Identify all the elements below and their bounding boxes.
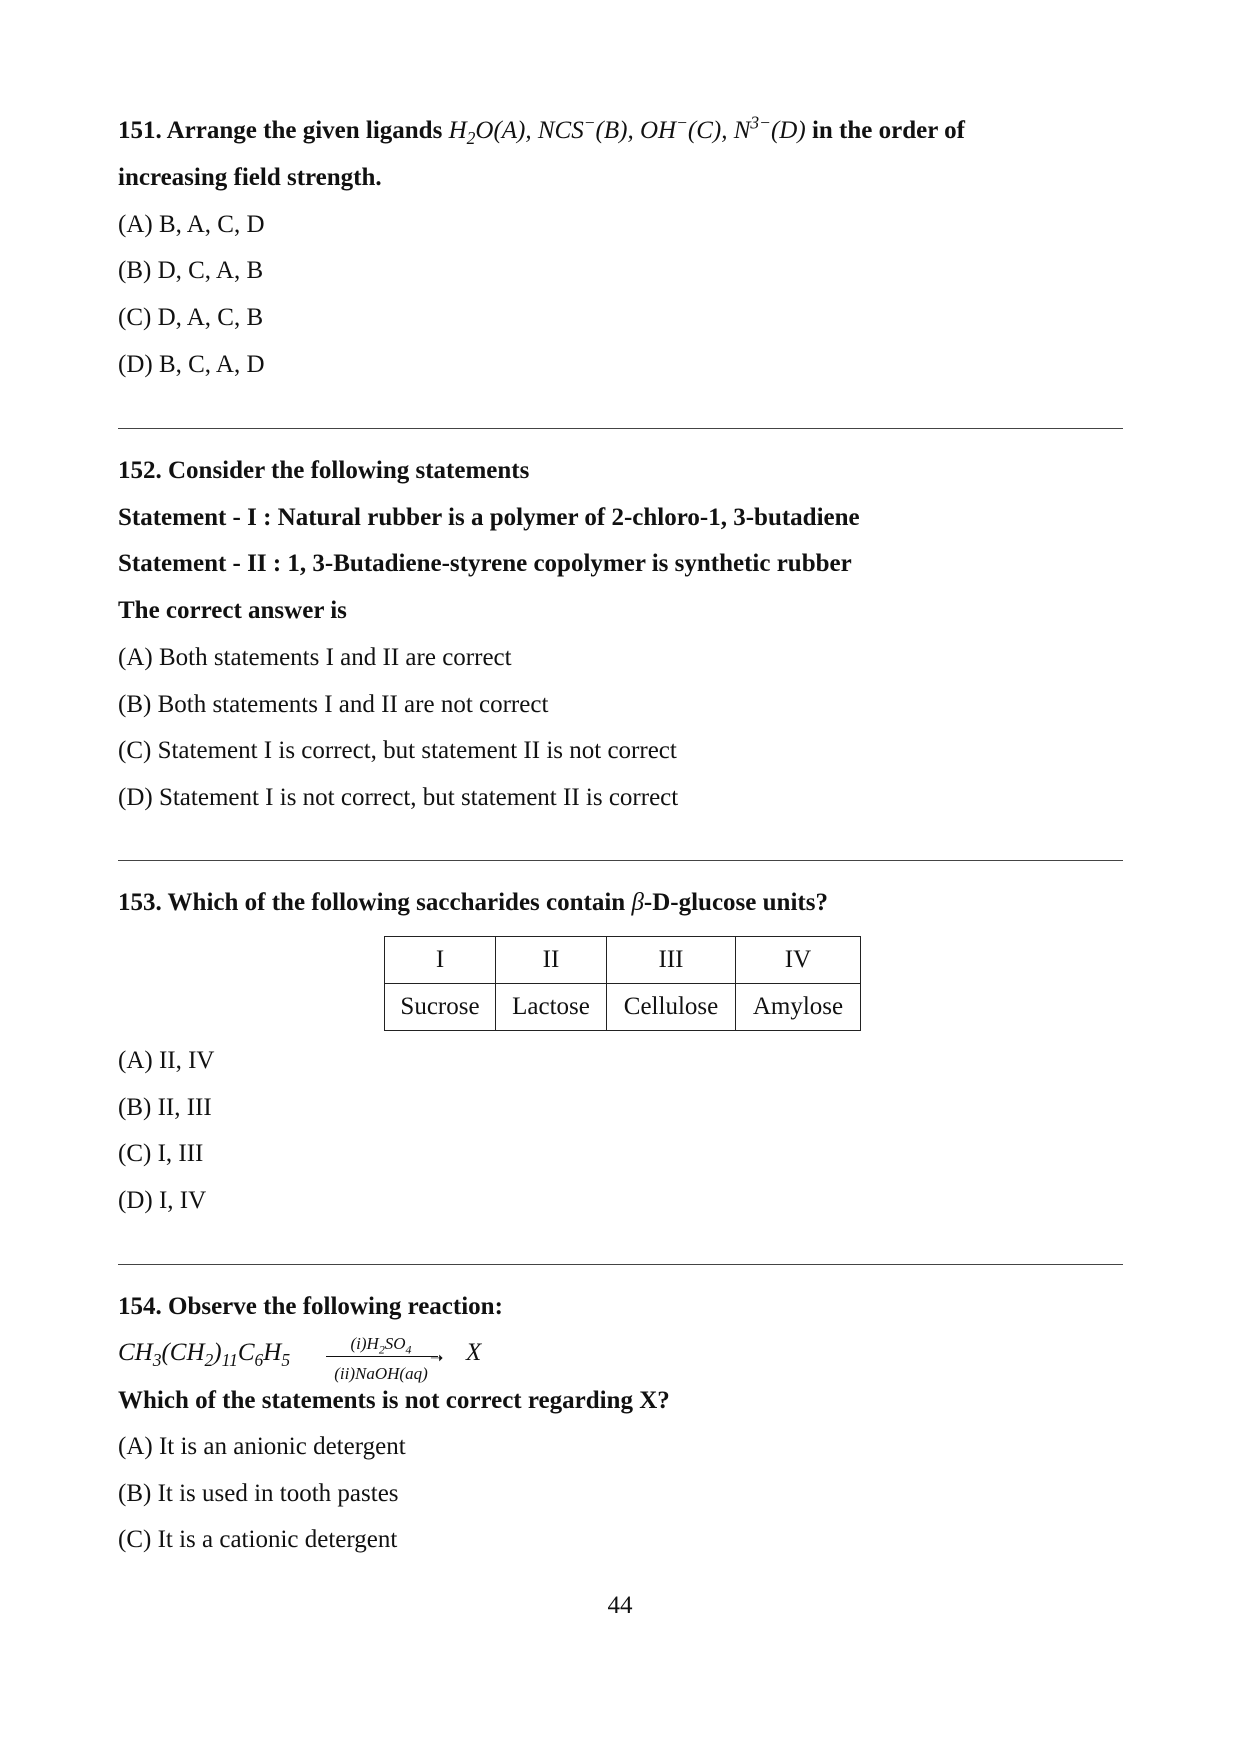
table-header-row bbox=[385, 937, 861, 984]
table-header-cell: III bbox=[607, 937, 736, 984]
q151-option-c: (C) D, A, C, B bbox=[118, 304, 264, 331]
q151-stem-line2: increasing field strength. bbox=[118, 164, 382, 191]
q151-stem bbox=[118, 112, 965, 148]
q151-option-a: (A) B, A, C, D bbox=[118, 211, 265, 238]
q151-option-d: (D) B, C, A, D bbox=[118, 351, 265, 378]
q154-option-a: (A) It is an anionic detergent bbox=[118, 1433, 406, 1460]
q152-option-d: (D) Statement I is not correct, but statement II is correct bbox=[118, 784, 679, 811]
q152-title: 152. Consider the following statements bbox=[118, 457, 530, 484]
q153-option-b: (B) II, III bbox=[118, 1094, 212, 1121]
q151-tail: in the order of bbox=[811, 117, 965, 144]
table-row bbox=[385, 984, 861, 1031]
q151-ligands: $H_2O(A)$, NCS−(B), OH−(C), $N^{3-}(D)$ bbox=[448, 112, 806, 148]
reagent-top: $(i)H_2SO_4$ bbox=[350, 1334, 412, 1357]
table-header-cell: IV bbox=[736, 937, 861, 984]
q152-statement-2: Statement - II : 1, 3-Butadiene-styrene copolymer is synthetic rubber bbox=[118, 550, 852, 577]
q154-prompt: Which of the statements is not correct regarding X? bbox=[118, 1387, 670, 1414]
q152-option-b: (B) Both statements I and II are not correct bbox=[118, 691, 549, 718]
q153-title: 153. Which of the following saccharides contain β-D-glucose units? bbox=[118, 889, 828, 916]
q152-statement-1: Statement - I : Natural rubber is a polymer of 2-chloro-1, 3-butadiene bbox=[118, 504, 860, 531]
q153-option-d: (D) I, IV bbox=[118, 1187, 207, 1214]
beta-symbol: β bbox=[631, 889, 644, 916]
reaction-arrow bbox=[322, 1334, 452, 1384]
table-cell: Lactose bbox=[496, 984, 607, 1031]
q151-option-b: (B) D, C, A, B bbox=[118, 257, 264, 284]
page-number: 44 bbox=[607, 1592, 633, 1619]
q154-option-b: (B) It is used in tooth pastes bbox=[118, 1480, 399, 1507]
q152-option-c: (C) Statement I is correct, but statement II is not correct bbox=[118, 737, 677, 764]
product-x: X bbox=[466, 1339, 482, 1366]
table-header-cell: II bbox=[496, 937, 607, 984]
reactant-formula: $CH_3(CH_2)_{11}C_6H_5$ bbox=[118, 1339, 291, 1370]
q154-option-c: (C) It is a cationic detergent bbox=[118, 1526, 398, 1553]
table-cell: Amylose bbox=[736, 984, 861, 1031]
arrow-shaft bbox=[326, 1356, 438, 1357]
saccharide-table bbox=[384, 936, 861, 1031]
table-cell: Cellulose bbox=[607, 984, 736, 1031]
arrow-head-icon: ➝ bbox=[430, 1350, 444, 1367]
divider bbox=[118, 428, 1123, 429]
divider bbox=[118, 1264, 1123, 1265]
q153-option-a: (A) II, IV bbox=[118, 1047, 215, 1074]
table-header-cell: I bbox=[385, 937, 496, 984]
q151-lead: 151. Arrange the given ligands bbox=[118, 117, 443, 144]
reagent-bottom: (ii)NaOH(aq) bbox=[334, 1364, 428, 1383]
divider bbox=[118, 860, 1123, 861]
q152-prompt: The correct answer is bbox=[118, 597, 347, 624]
table-cell: Sucrose bbox=[385, 984, 496, 1031]
q154-title: 154. Observe the following reaction: bbox=[118, 1293, 503, 1320]
q152-option-a: (A) Both statements I and II are correct bbox=[118, 644, 512, 671]
q153-option-c: (C) I, III bbox=[118, 1140, 204, 1167]
